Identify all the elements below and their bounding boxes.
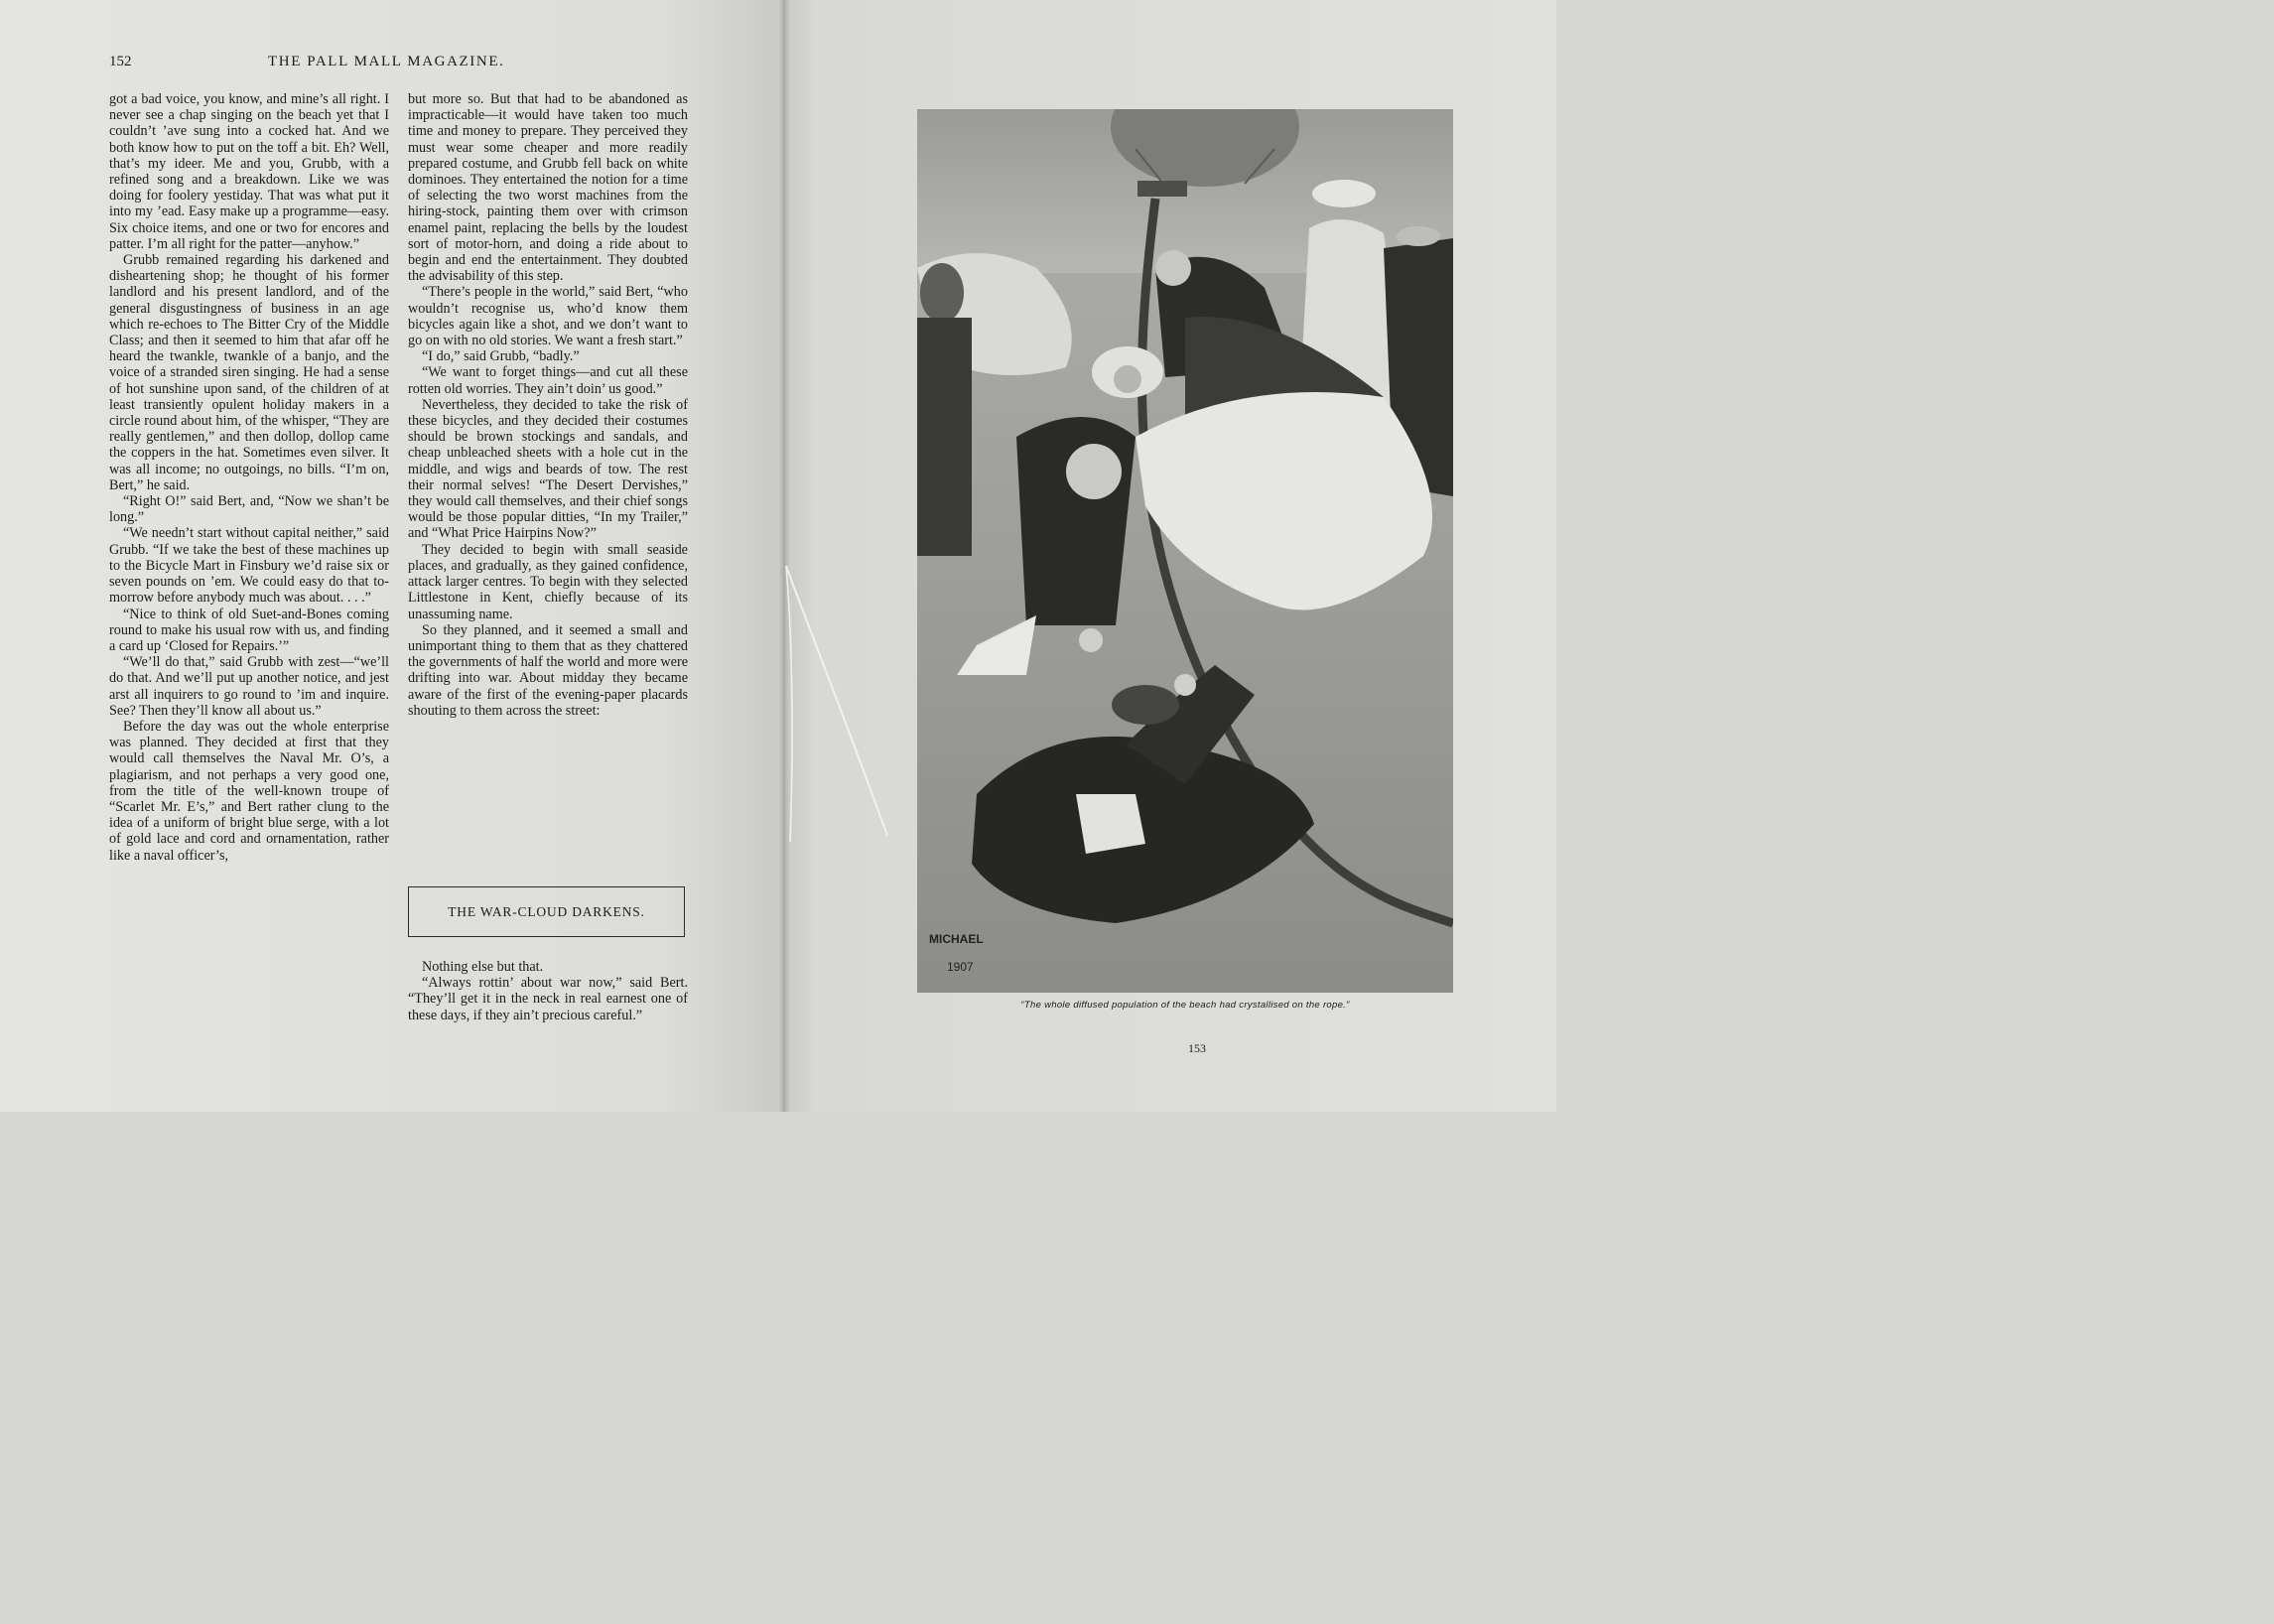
paragraph: Grubb remained regarding his darkened and disheartening shop; he thought of his former landlord and his present landlord, and of the general disgustingness of business in an age which re-echoes to The Bitter Cry of the Middle Class; and then it seemed to him that afar off he heard the twankle, twankle of a banjo, and the voice of a stranded siren singing. He had a sense of hot sunshine upon sand, of the children of at least transiently opulent holiday makers in a circle round about him, of the whisper, “They are really gentlemen,” and then dollop, dollop came the coppers in the hat. Sometimes even silver. It was all income; no outgoings, no bills. “I’m on, Bert,” he said. (109, 252, 389, 493)
artist-signature-year: 1907 (947, 960, 974, 974)
paragraph: “Right O!” said Bert, and, “Now we shan’t be long.” (109, 493, 389, 526)
page-header (109, 54, 689, 75)
running-head: THE PALL MALL MAGAZINE. (268, 54, 505, 69)
text-column-2 (408, 91, 688, 719)
text-column-2-continued (408, 959, 688, 1023)
left-page-number: 152 (109, 54, 132, 69)
paragraph: “We want to forget things—and cut all these rotten old worries. They ain’t doin’ us good.” (408, 364, 688, 397)
illustration-caption: “The whole diffused population of the beach had crystallised on the rope.” (1020, 1000, 1350, 1011)
paragraph: “We needn’t start without capital neither,” said Grubb. “If we take the best of these machines up to the Bicycle Mart in Finsbury we’d raise six or seven pounds on ’em. We could easy do that to-morrow before anybody much was about. . . .” (109, 525, 389, 607)
paragraph: Nothing else but that. (422, 959, 544, 975)
placard-text: THE WAR-CLOUD DARKENS. (448, 904, 645, 919)
paragraph: “We’ll do that,” said Grubb with zest—“we’ll do that. And we’ll put up another notice, and jest arst all inquirers to go round to ’im and inquire. See? Then they’ll know all about us.” (109, 654, 389, 719)
paragraph: Before the day was out the whole enterprise was planned. They decided at first that they would call themselves the Naval Mr. O’s, a plagiarism, and not perhaps a very good one, from the title of the well-known troupe of “Scarlet Mr. E’s,” and Bert rather clung to the idea of a uniform of bright blue serge, with a lot of gold lace and cord and ornamentation, rather like a naval officer’s, (109, 718, 389, 864)
right-page-number: 153 (1188, 1041, 1206, 1055)
paragraph: They decided to begin with small seaside places, and gradually, as they gained confidence, attack larger centres. To begin with they selected Littlestone in Kent, chiefly because of its unassuming name. (408, 541, 688, 622)
paragraph: “I do,” said Grubb, “badly.” (422, 348, 580, 365)
paragraph: “There’s people in the world,” said Bert, “who wouldn’t recognise us, who’d know them bicycles again like a shot, and we don’t want to go on with no old stories. We want a fresh start.” (408, 284, 688, 349)
text-column-1 (109, 91, 389, 864)
paragraph: but more so. But that had to be abandoned as impracticable—it would have taken too much time and money to prepare. They perceived they must wear some cheaper and more readily prepared costume, and Grubb fell back on white dominoes. They entertained the notion for a time of selecting the two worst machines from the hiring-stock, painting them over with crimson enamel paint, replacing the bells by the loudest sort of motor-horn, and doing a ride about to begin and end the entertainment. They doubted the advisability of this step. (408, 91, 688, 285)
bald-man (1016, 417, 1136, 625)
paragraph: So they planned, and it seemed a small and unimportant thing to them that as they chattered the governments of half the world and more were drifting into war. About midday they became aware of the first of the evening-paper placards shouting to them across the street: (408, 621, 688, 719)
placard-box (408, 886, 685, 937)
paragraph: “Nice to think of old Suet-and-Bones coming round to make his usual row with us, and finding a card up ‘Closed for Repairs.’” (109, 606, 389, 654)
left-page (0, 0, 784, 1112)
artist-signature: MICHAEL (929, 932, 984, 946)
paragraph: “Always rottin’ about war now,” said Bert. “They’ll get it in the neck in real earnest one of these days, if they ain’t precious careful.” (408, 975, 688, 1023)
paragraph: Nevertheless, they decided to take the risk of these bicycles, and they decided their costumes should be brown stockings and sandals, and cheap unbleached sheets with a hole cut in the middle, and wigs and beards of tow. The rest their normal selves! “The Desert Dervishes,” they would call themselves, and their chief songs would be those popular ditties, “In my Trailer,” and “What Price Hairpins Now?” (408, 396, 688, 542)
paragraph: got a bad voice, you know, and mine’s all right. I never see a chap singing on the beach yet that I couldn’t ’ave sung into a cocked hat. And we both know how to put on the toff a bit. Eh? Well, that’s my ideer. Me and you, Grubb, with a refined song and a breakdown. Like we was doing for foolery yestiday. That was what put it into my ’ead. Easy make up a programme—easy. Six choice items, and one or two for encores and patter. I’m all right for the patter—anyhow.” (109, 91, 389, 252)
lady-hat (1312, 180, 1376, 207)
balloon-basket (1137, 181, 1187, 197)
bearded-man (920, 263, 964, 323)
illustration (917, 109, 1453, 993)
beach-scene-drawing (917, 109, 1453, 993)
binding-thread (784, 556, 893, 844)
